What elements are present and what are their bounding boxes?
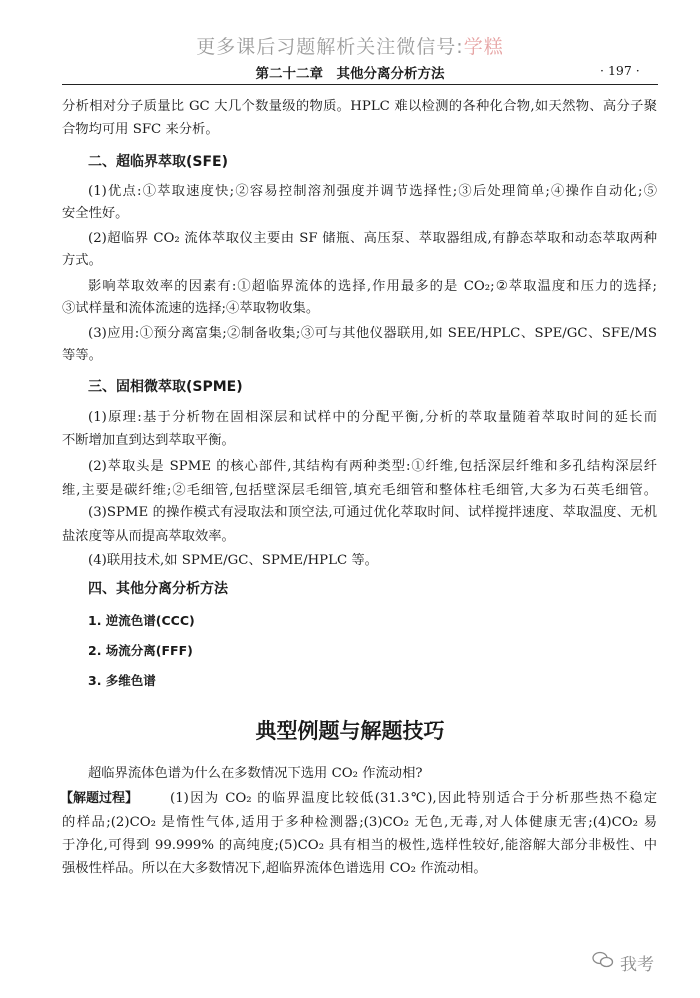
- intro-line: 分析相对分子质量比 GC 大几个数量级的物质。HPLC 难以检测的各种化合物,如天然物、高分子聚: [62, 99, 657, 114]
- wechat-icon: [592, 951, 614, 974]
- watermark-text: 更多课后习题解析关注微信号:: [196, 36, 464, 58]
- answer-line: 强极性样品。所以在大多数情况下,超临界流体色谱选用 CO₂ 作流动相。: [62, 861, 487, 876]
- paragraph-line: (1)优点:①萃取速度快;②容易控制溶剂强度并调节选择性;③后处理简单;④操作自动化;⑤: [88, 184, 657, 199]
- paragraph-line: (3)应用:①预分离富集;②制备收集;③可与其他仪器联用,如 SEE/HPLC、SPE/GC、SFE/MS: [88, 326, 657, 341]
- section-heading-spme: 三、固相微萃取(SPME): [88, 379, 243, 395]
- examples-title: 典型例题与解题技巧: [255, 719, 445, 743]
- wechat-logo: [592, 950, 654, 975]
- paragraph-line: 不断增加直到达到萃取平衡。: [62, 433, 235, 448]
- section-heading-other: 四、其他分离分析方法: [88, 581, 228, 597]
- paragraph-line: ③试样量和流体流速的选择;④萃取物收集。: [62, 301, 320, 316]
- section-heading-sfe: 二、超临界萃取(SFE): [88, 154, 229, 170]
- paragraph-line: (1)原理:基于分析物在固相深层和试样中的分配平衡,分析的萃取量随着萃取时间的延长而: [88, 410, 657, 425]
- answer-line: (1)因为 CO₂ 的临界温度比较低(31.3℃),因此特别适合于分析那些热不稳定: [170, 791, 657, 806]
- paragraph-line: 等等。: [62, 348, 102, 363]
- method-item: 3. 多维色谱: [88, 673, 156, 688]
- chapter-header: 第二十二章 其他分离分析方法: [255, 66, 445, 82]
- paragraph-line: (4)联用技术,如 SPME/GC、SPME/HPLC 等。: [88, 553, 378, 568]
- logo-text: 我考: [620, 955, 654, 975]
- answer-line: 的样品;(2)CO₂ 是惰性气体,适用于多种检测器;(3)CO₂ 无色,无毒,对人体健康无害;(4)CO₂ 易: [62, 815, 657, 830]
- answer-label: 【解题过程】: [60, 791, 139, 806]
- method-item: 1. 逆流色谱(CCC): [88, 613, 195, 628]
- paragraph-line: (2)萃取头是 SPME 的核心部件,其结构有两种类型:①纤维,包括深层纤维和多孔结构深层纤: [88, 459, 657, 474]
- method-item: 2. 场流分离(FFF): [88, 643, 193, 658]
- paragraph-line: 安全性好。: [62, 206, 129, 221]
- header-rule: [62, 84, 658, 85]
- watermark: [0, 32, 700, 59]
- paragraph-line: (3)SPME 的操作模式有浸取法和顶空法,可通过优化萃取时间、试样搅拌速度、萃取温度、无机: [88, 505, 657, 520]
- paragraph-line: 影响萃取效率的因素有:①超临界流体的选择,作用最多的是 CO₂;②萃取温度和压力的选择;: [88, 279, 657, 294]
- watermark-accent: 学糕: [463, 36, 504, 58]
- paragraph-line: 盐浓度等从而提高萃取效率。: [62, 529, 235, 544]
- intro-line: 合物均可用 SFC 来分析。: [62, 122, 219, 137]
- paragraph-line: 方式。: [62, 253, 102, 268]
- question: 超临界流体色谱为什么在多数情况下选用 CO₂ 作流动相?: [88, 766, 423, 781]
- paragraph-line: (2)超临界 CO₂ 流体萃取仪主要由 SF 储瓶、高压泵、萃取器组成,有静态萃取和动态萃取两种: [88, 231, 657, 246]
- paragraph-line: 维,主要是碳纤维;②毛细管,包括壁深层毛细管,填充毛细管和整体柱毛细管,大多为石英毛细管。: [62, 483, 657, 498]
- answer-line: 于净化,可得到 99.999% 的高纯度;(5)CO₂ 具有相当的极性,选样性较好,能溶解大部分非极性、中: [62, 838, 657, 853]
- page-number: · 197 ·: [600, 63, 640, 78]
